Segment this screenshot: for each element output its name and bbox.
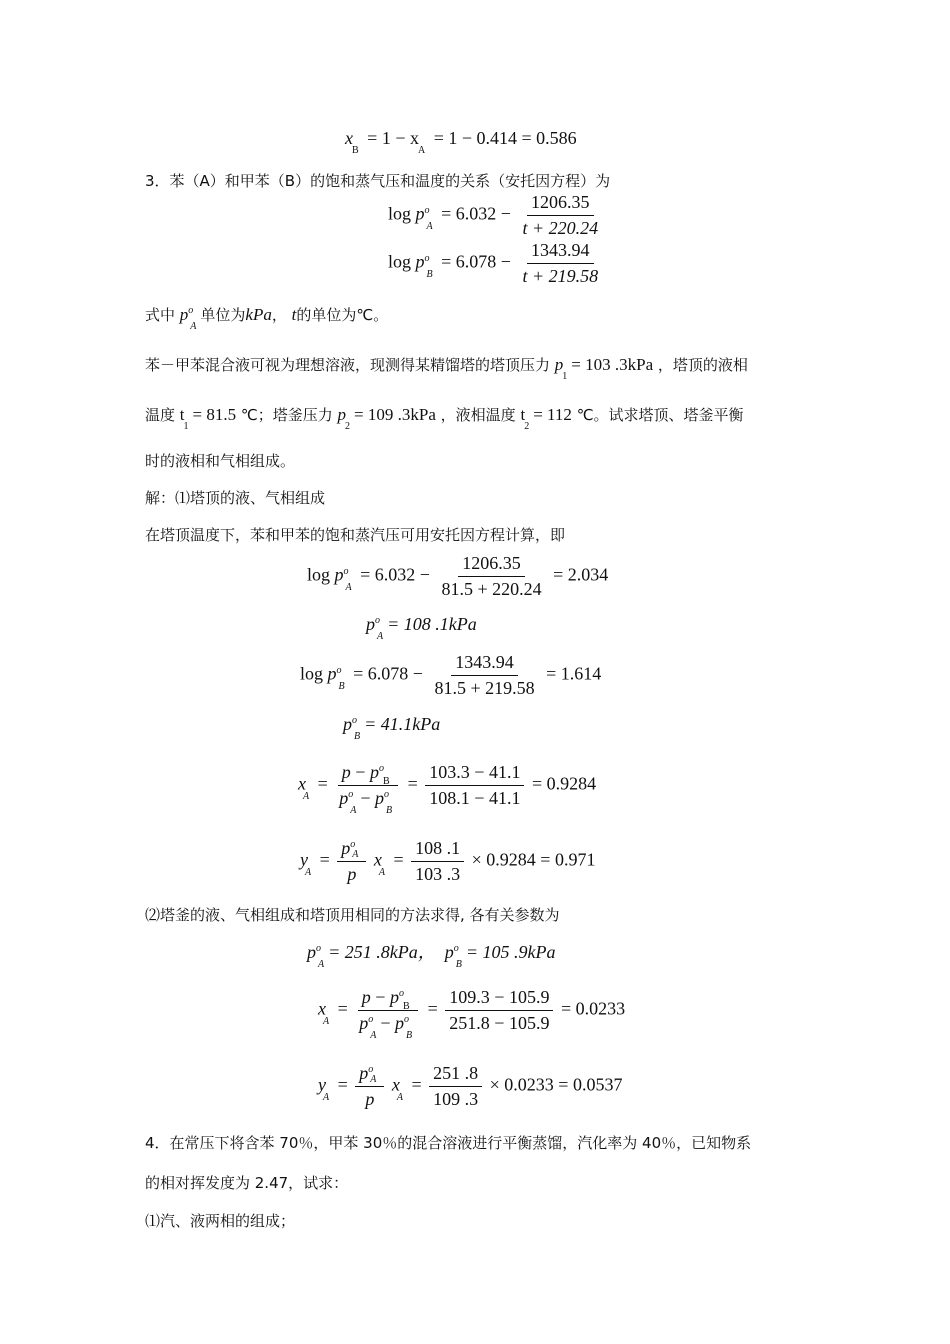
units-note: 式中 $p^o_A$单位为kPa， t的单位为℃。 (145, 305, 389, 332)
result-pb: $p^o_B= 41.1kPa$ (343, 714, 441, 742)
calc-log-pb: $\log p^o_B = 6.078$ − $\frac{1343.94}{81.5 + 219.58}$ = 1.614 (300, 652, 602, 698)
solution-heading-1: 解：⑴塔顶的液、气相组成 (145, 489, 326, 507)
calc-ya-bottom: $y_A$ = $\frac{p^oA}{p}$ $x_A$ = $\frac{251 .8}{109 .3}$ × 0.0233 = 0.0537 (318, 1063, 623, 1109)
problem-text-3: 时的液相和气相组成。 (145, 452, 296, 470)
calc-ya-top: $y_A$ = $\frac{p^oA}{p}$ $x_A$ = $\frac{108 .1}{103 .3}$ × 0.9284 = 0.971 (300, 838, 596, 884)
result-bottom-pressures: $p^o_A= 251$ .8kPa， $p^o_B= 105$ .9kPa (307, 942, 556, 970)
solution-text-1: 在塔顶温度下，苯和甲苯的饱和蒸汽压可用安托因方程计算，即 (145, 526, 566, 544)
antoine-equation-b: $\log p^o_B = 6.078$ − $\frac{1343.94}{t + 219.58}$ (388, 240, 599, 286)
q3-intro: 3．苯（A）和甲苯（B）的饱和蒸气压和温度的关系（安托因方程）为 (145, 172, 611, 190)
q4-line-3: ⑴汽、液两相的组成； (145, 1212, 296, 1230)
solution-heading-2: ⑵塔釜的液、气相组成和塔顶用相同的方法求得, 各有关参数为 (145, 906, 560, 924)
problem-text-1: 苯－甲苯混合液可视为理想溶液，现测得某精馏塔的塔顶压力 $p_1= 103$ .3kPa ，塔顶的液相 (145, 355, 748, 382)
calc-xa-top: $x_A$ = $\frac{p - p^o_B}{p^o_A- p^o_B}$ = $\frac{103.3 - 41.1}{108.1 - 41.1}$ = 0.9284 (298, 762, 597, 816)
antoine-equation-a: $\log p^o_A = 6.032$ − $\frac{1206.35}{t + 220.24}$ (388, 192, 599, 238)
equation-xb: $x_B = 1 - x_A = 1 - 0.414 = 0.586$ (345, 128, 577, 156)
q4-line-1: 4．在常压下将含苯 70％，甲苯 30％的混合溶液进行平衡蒸馏，汽化率为 40％，已知物系 (145, 1134, 752, 1152)
result-pa: $p^o_A= 108$ .1kPa (366, 614, 477, 642)
calc-xa-bottom: $x_A$ = $\frac{p - p^o_B}{p^o_A- p^o_B}$ = $\frac{109.3 - 105.9}{251.8 - 105.9}$ = 0.0233 (318, 987, 626, 1041)
problem-text-2: 温度 $t_1= 81.5$ ℃；塔釜压力 $p_2= 109$ .3kPa ，液相温度 $t_2= 112$ ℃。试求塔顶、塔釜平衡 (145, 405, 744, 432)
calc-log-pa: $\log p^o_A = 6.032$ − $\frac{1206.35}{81.5 + 220.24}$ = 2.034 (307, 553, 609, 599)
q4-line-2: 的相对挥发度为 2.47，试求： (145, 1174, 349, 1192)
